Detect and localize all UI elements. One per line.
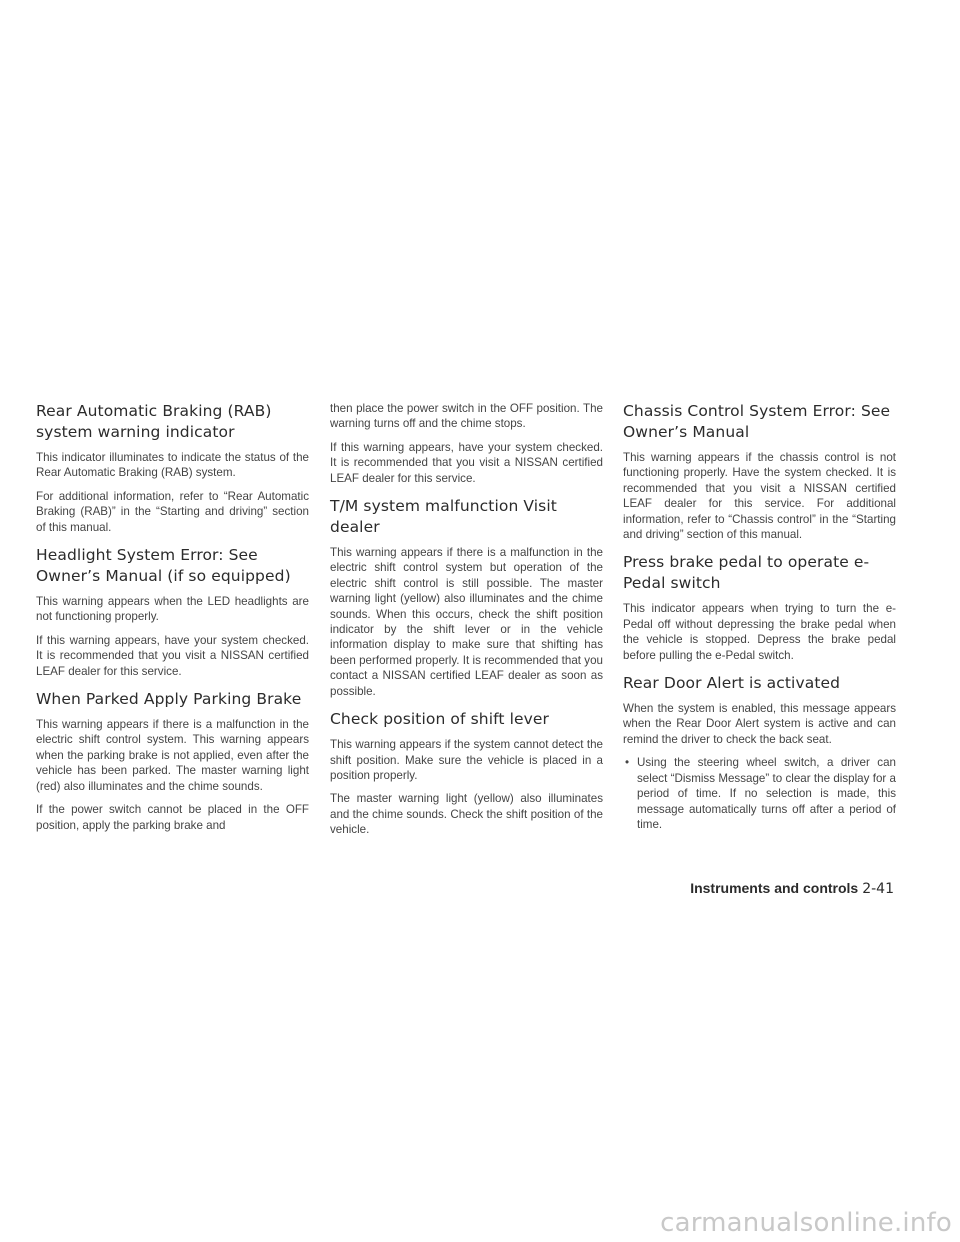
page-footer — [690, 879, 894, 898]
section-parking-brake — [36, 689, 309, 833]
paragraph: If this warning appears, have your system checked. It is recommended that you visit a NISSAN certified LEAF dealer for this service. — [330, 440, 603, 485]
section-parking-brake-continued — [330, 401, 603, 486]
watermark: carmanualsonline.info — [660, 1208, 952, 1238]
paragraph: This warning appears when the LED headlights are not functioning properly. — [36, 595, 309, 624]
section-heading: Rear Automatic Braking (RAB) system warning indicator — [36, 402, 272, 441]
paragraph: then place the power switch in the OFF position. The warning turns off and the chime stops. — [330, 402, 603, 431]
section-headlight-error — [36, 545, 309, 679]
section-rear-door-alert — [623, 673, 896, 832]
paragraph: This warning appears if there is a malfunction in the electric shift control system. This warning appears when the parking brake is not applied, even after the vehicle has been parked. The master warning light (red) also illuminates and the chime sounds. — [36, 718, 309, 793]
paragraph: For additional information, refer to “Rear Automatic Braking (RAB)” in the “Starting and driving” section of this manual. — [36, 489, 309, 534]
paragraph: If the power switch cannot be placed in the OFF position, apply the parking brake and — [36, 803, 309, 832]
page-number: 2-41 — [862, 881, 894, 897]
paragraph: When the system is enabled, this message appears when the Rear Door Alert system is active and can remind the driver to check the back seat. — [623, 702, 896, 746]
section-chassis-control — [623, 401, 896, 542]
paragraph: This warning appears if the system cannot detect the shift position. Make sure the vehicle is placed in a position properly. — [330, 738, 603, 782]
paragraph: If this warning appears, have your system checked. It is recommended that you visit a NISSAN certified LEAF dealer for this service. — [36, 633, 309, 678]
bullet-list — [623, 755, 896, 832]
paragraph: This indicator appears when trying to turn the e-Pedal off without depressing the brake pedal when the vehicle is stopped. Depress the brake pedal before pulling the e-Pedal switch. — [623, 602, 896, 662]
column-3 — [623, 401, 896, 842]
column-2 — [330, 401, 603, 848]
section-heading: When Parked Apply Parking Brake — [36, 690, 302, 709]
section-heading: Headlight System Error: See Owner’s Manual (if so equipped) — [36, 546, 291, 586]
section-heading: Rear Door Alert is activated — [623, 674, 841, 693]
section-heading: T/M system malfunction Visit dealer — [330, 497, 557, 537]
section-tm-malfunction — [330, 496, 603, 699]
paragraph: The master warning light (yellow) also illuminates and the chime sounds. Check the shift position of the vehicle. — [330, 792, 603, 837]
paragraph: This indicator illuminates to indicate the status of the Rear Automatic Braking (RAB) system. — [36, 451, 309, 480]
footer-section-name: Instruments and controls — [690, 880, 859, 896]
column-1 — [36, 401, 309, 843]
paragraph: This warning appears if there is a malfunction in the electric shift control system but operation of the electric shift control is still possible. The master warning light (yellow) also illuminates and the chime sounds. When this occurs, check the shift position indicator by the shift lever or in the vehicle information display to make sure that shifting has been performed properly. It is recommended that you contact a NISSAN certified LEAF dealer as soon as possible. — [330, 546, 603, 698]
paragraph: This warning appears if the chassis control is not functioning properly. Have the system checked. It is recommended that you visit a NISSAN certified LEAF dealer for this service. For additional information, refer to “Chassis control” in the “Starting and driving” section of this manual. — [623, 451, 896, 542]
section-rab-warning — [36, 401, 309, 535]
section-heading: Chassis Control System Error: See Owner’s Manual — [623, 402, 891, 441]
section-heading: Press brake pedal to operate e-Pedal switch — [623, 553, 870, 593]
list-item: • Using the steering wheel switch, a driver can select “Dismiss Message” to clear the display for a period of time. If no selection is made, this message automatically turns off after a period of time. — [623, 755, 896, 832]
section-heading: Check position of shift lever — [330, 710, 550, 729]
section-e-pedal — [623, 552, 896, 663]
section-shift-lever — [330, 709, 603, 837]
